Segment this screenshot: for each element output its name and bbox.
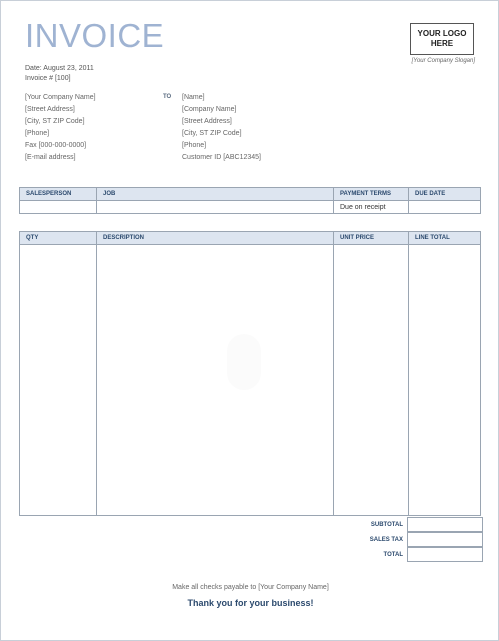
to-line: [City, ST ZIP Code] xyxy=(182,130,242,137)
company-slogan: [Your Company Slogan] xyxy=(411,58,475,64)
description-column[interactable] xyxy=(97,245,334,516)
salesperson-cell[interactable] xyxy=(20,201,97,214)
salestax-label: SALES TAX xyxy=(369,536,403,543)
to-line: [Phone] xyxy=(182,142,207,149)
invoice-number: Invoice # [100] xyxy=(25,75,71,82)
invoice-date: Date: August 23, 2011 xyxy=(25,65,94,72)
to-line: Customer ID [ABC12345] xyxy=(182,154,261,161)
qty-column[interactable] xyxy=(20,245,97,516)
to-line: [Name] xyxy=(182,94,205,101)
job-cell[interactable] xyxy=(97,201,334,214)
line-total-header: LINE TOTAL xyxy=(409,232,481,245)
thank-you-message: Thank you for your business! xyxy=(187,598,314,608)
subtotal-label: SUBTOTAL xyxy=(370,521,403,528)
payment-terms-header: PAYMENT TERMS xyxy=(334,188,409,201)
logo-placeholder: YOUR LOGO HERE xyxy=(410,23,474,55)
from-line: [Your Company Name] xyxy=(25,94,96,101)
description-header: DESCRIPTION xyxy=(97,232,334,245)
line-total-column[interactable] xyxy=(409,245,481,516)
subtotal-field[interactable] xyxy=(407,517,483,532)
job-table xyxy=(19,187,481,214)
invoice-title: INVOICE xyxy=(25,17,165,54)
to-line: [Street Address] xyxy=(182,118,232,125)
qty-header: QTY xyxy=(20,232,97,245)
unit-price-column[interactable] xyxy=(334,245,409,516)
payment-terms-cell[interactable]: Due on receipt xyxy=(334,201,409,214)
to-label: TO xyxy=(163,94,172,100)
subtotal-row xyxy=(331,517,483,532)
watermark-shape xyxy=(227,334,261,390)
from-line: [E-mail address] xyxy=(25,154,76,161)
from-line: Fax [000-000-0000] xyxy=(25,142,87,149)
salestax-field[interactable] xyxy=(407,532,483,547)
from-line: [Phone] xyxy=(25,130,50,137)
total-row xyxy=(331,547,483,562)
due-date-cell[interactable] xyxy=(409,201,481,214)
totals-block xyxy=(331,517,483,562)
to-line: [Company Name] xyxy=(182,106,237,113)
total-label: TOTAL xyxy=(383,551,403,558)
from-line: [Street Address] xyxy=(25,106,75,113)
due-date-header: DUE DATE xyxy=(409,188,481,201)
job-header: JOB xyxy=(97,188,334,201)
salesperson-header: SALESPERSON xyxy=(20,188,97,201)
from-line: [City, ST ZIP Code] xyxy=(25,118,85,125)
unit-price-header: UNIT PRICE xyxy=(334,232,409,245)
from-address xyxy=(25,92,96,164)
invoice-meta xyxy=(25,64,94,84)
salestax-row xyxy=(331,532,483,547)
checks-payable-note: Make all checks payable to [Your Company Name] xyxy=(172,584,329,591)
total-field[interactable] xyxy=(407,547,483,562)
to-address xyxy=(182,92,261,164)
